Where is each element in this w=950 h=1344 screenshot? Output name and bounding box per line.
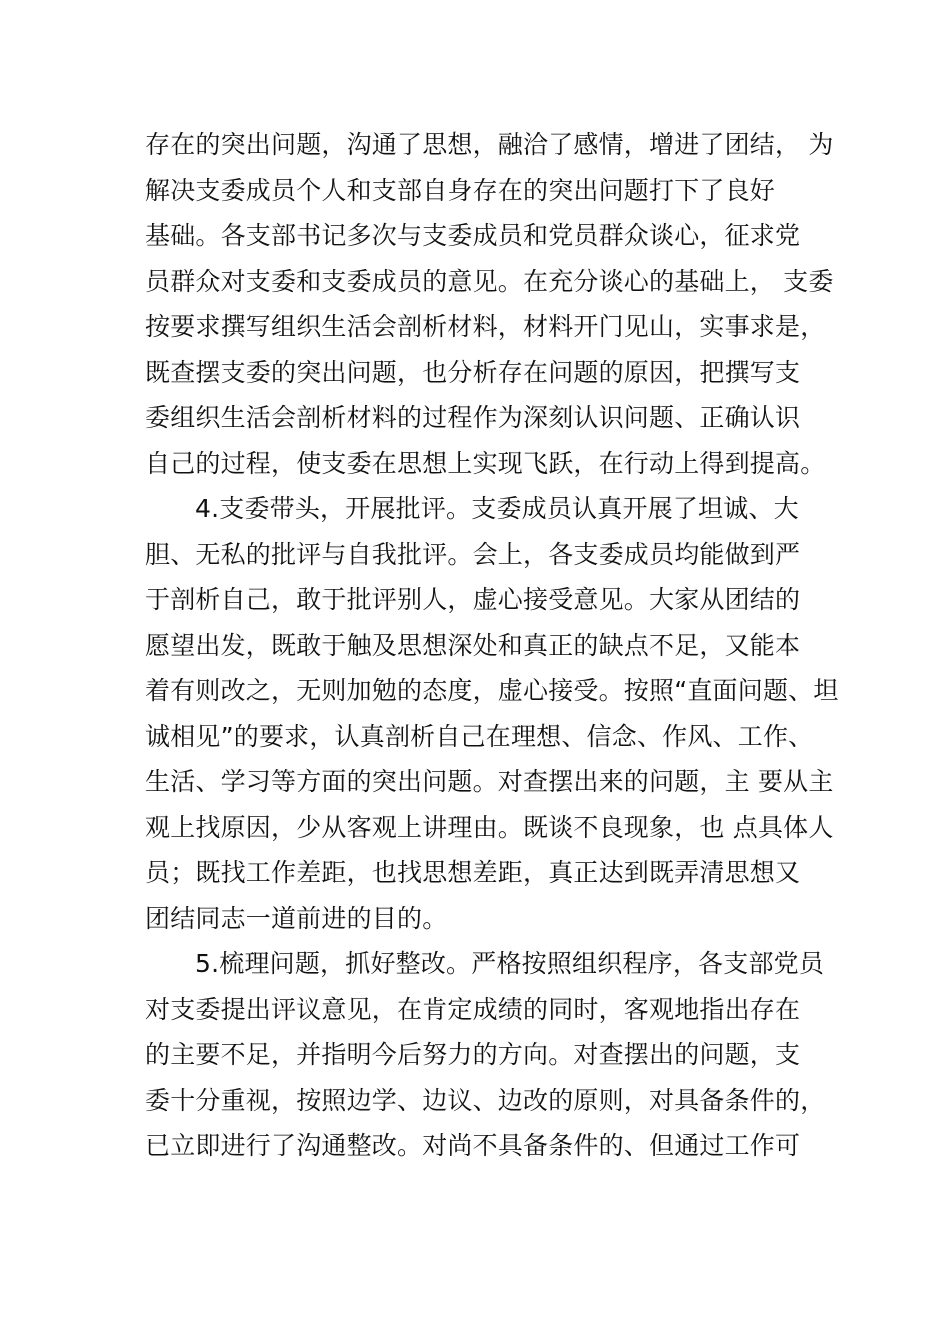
text-line: 解决支委成员个人和支部自身存在的突出问题打下了良好 [145, 175, 776, 205]
body-text [145, 122, 839, 1169]
text-line: 生活、学习等方面的突出问题。对查摆出来的问题，主 要从主 [145, 767, 834, 796]
text-line: 胆、无私的批评与自我批评。会上，各支委成员均能做到严 [145, 539, 801, 569]
text-line: 按要求撰写组织生活会剖析材料，材料开门见山，实事求是， [145, 312, 826, 341]
text-line: 于剖析自己，敢于批评别人，虚心接受意见。大家从团结的 [145, 585, 801, 614]
text-line: 愿望出发，既敢于触及思想深处和真正的缺点不足，又能本 [145, 630, 801, 660]
text-line: 团结同志一道前进的目的。 [145, 903, 448, 933]
text-line: 的主要不足，并指明今后努力的方向。对查摆出的问题，支 [145, 1040, 801, 1069]
text-line: 基础。各支部书记多次与支委成员和党员群众谈心，征求党 [145, 221, 801, 250]
text-line: 诚相见”的要求，认真剖析自己在理想、信念、作风、工作、 [145, 721, 814, 751]
text-line: 委十分重视，按照边学、边议、边改的原则，对具备条件的， [145, 1085, 826, 1115]
paragraph-start-line: 4.支委带头，开展批评。支委成员认真开展了坦诚、大 [195, 494, 799, 523]
text-line: 对支委提出评议意见，在肯定成绩的同时，客观地指出存在 [145, 994, 801, 1024]
text-line: 已立即进行了沟通整改。对尚不具备条件的、但通过工作可 [145, 1131, 801, 1160]
text-line: 员群众对支委和支委成员的意见。在充分谈心的基础上， 支委 [145, 266, 834, 296]
text-line: 存在的突出问题，沟通了思想，融洽了感情，增进了团结， 为 [145, 130, 834, 159]
text-line: 委组织生活会剖析材料的过程作为深刻认识问题、正确认识 [145, 403, 801, 432]
text-line: 着有则改之，无则加勉的态度，虚心接受。按照“直面问题、坦 [145, 676, 839, 705]
text-line: 自己的过程，使支委在思想上实现飞跃，在行动上得到提高。 [145, 448, 826, 478]
text-line: 观上找原因，少从客观上讲理由。既谈不良现象，也 点具体人 [145, 812, 834, 842]
text-line: 既查摆支委的突出问题，也分析存在问题的原因，把撰写支 [145, 357, 801, 387]
paragraph-start-line: 5.梳理问题，抓好整改。严格按照组织程序，各支部党员 [195, 949, 825, 978]
text-line: 员；既找工作差距，也找思想差距，真正达到既弄清思想又 [145, 858, 801, 887]
